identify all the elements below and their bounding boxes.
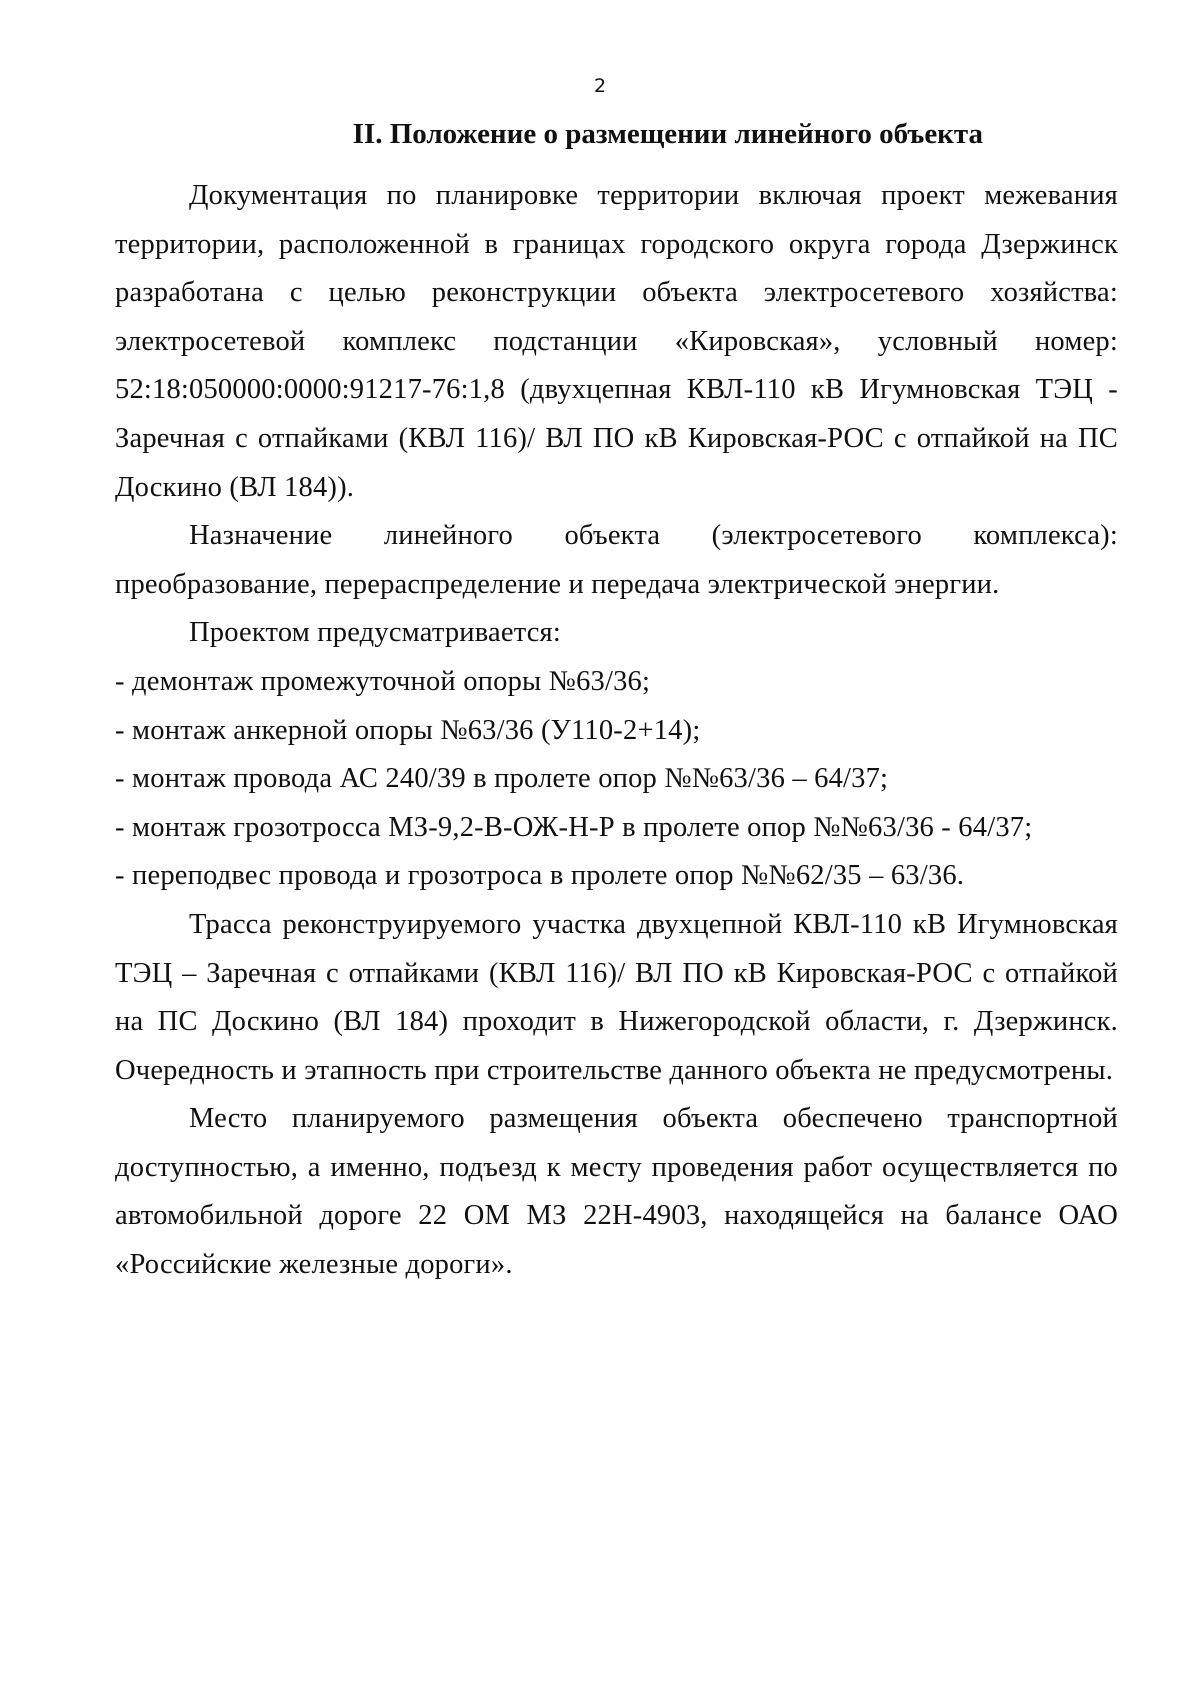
work-list [115,658,1118,901]
work-list-item: - монтаж провода АС 240/39 в пролете опор №№63/36 – 64/37; [115,763,889,795]
page-number: 2 [593,75,607,97]
document-body [115,172,1118,1290]
paragraph-object-purpose: Назначение линейного объекта (электросетевого комплекса): преобразование, перераспределение и передача электрической энергии. [115,520,1118,600]
work-list-item: - демонтаж промежуточной опоры №63/36; [115,665,651,697]
paragraph-project-provides: Проектом предусматривается: [189,617,561,649]
paragraph-route-description: Трасса реконструируемого участка двухцепной КВЛ-110 кВ Игумновская ТЭЦ – Заречная с отпайками (КВЛ 116)/ ВЛ ПО кВ Кировская-РОС с отпайкой на ПС Доскино (ВЛ 184) проходит в Нижегородской области, г. Дзержинск. Очередность и этапность при строительстве данного объекта не предусмотрены. [115,908,1118,1086]
work-list-item: - переподвес провода и грозотроса в пролете опор №№62/35 – 63/36. [115,860,965,892]
section-title-text: II. Положение о размещении линейного объекта [352,118,983,150]
paragraph-documentation-purpose: Документация по планировке территории включая проект межевания территории, расположенной в границах городского округа города Дзержинск разработана с целью реконструкции объекта электросетевого хозяйства: электросетевой комплекс подстанции «Кировская», условный номер: 52:18:050000:0000:91217-76:1,8 (двухцепная КВЛ-110 кВ Игумновская ТЭЦ - Заречная с отпайками (КВЛ 116)/ ВЛ ПО кВ Кировская-РОС с отпайкой на ПС Доскино (ВЛ 184)). [115,180,1118,503]
work-list-item: - монтаж анкерной опоры №63/36 (У110-2+14); [115,714,701,746]
section-title [115,114,1118,154]
work-list-item: - монтаж грозотросса МЗ-9,2-В-ОЖ-Н-Р в пролете опор №№63/36 - 64/37; [115,811,1033,843]
paragraph-transport-access: Место планируемого размещения объекта обеспечено транспортной доступностью, а именно, подъезд к месту проведения работ осуществляется по автомобильной дороге 22 ОМ МЗ 22Н-4903, находящейся на балансе ОАО «Российские железные дороги». [115,1103,1118,1281]
